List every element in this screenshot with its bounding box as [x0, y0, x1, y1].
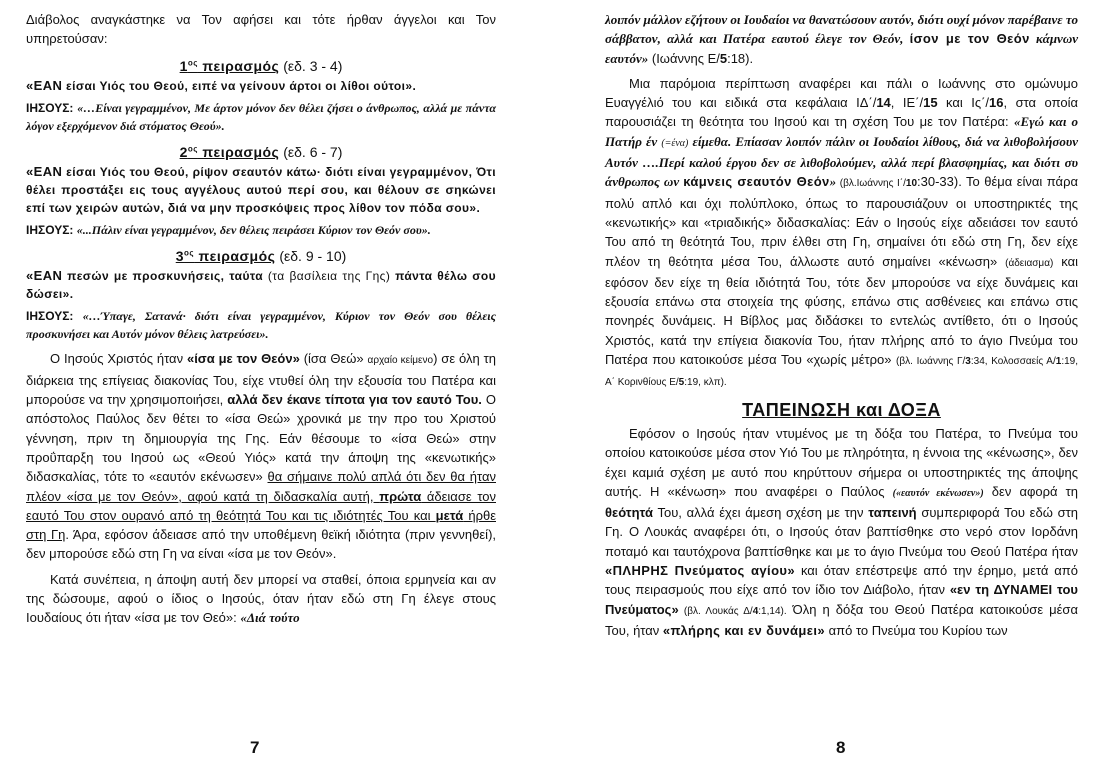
temptation-3-quote: «ΕΑΝ πεσών με προσκυνήσεις, ταύτα (τα βασίλεια της Γης) πάντα θέλω σου δώσει».: [26, 268, 496, 302]
left-column: [26, 10, 496, 628]
body-paragraph-2: Κατά συνέπεια, η άποψη αυτή δεν μπορεί να σταθεί, όποια ερμηνεία και αν της δώσουμε, αφού ο ίδιος ο Ιησούς, όταν ήταν εδώ στη Γη έλεγε στους Ιουδαίους ότι ήταν «ίσα με τον Θεό»: «Διά τούτο: [26, 571, 496, 626]
temptation-2-heading: [26, 143, 496, 162]
temptation-2-answer: ΙΗΣΟΥΣ: «...Πάλιν είναι γεγραμμένον, δεν θέλεις πειράσει Κύριον τον Θεόν σου».: [26, 223, 431, 238]
intro-paragraph: Διάβολος αναγκάστηκε να Τον αφήσει και τότε ήρθαν άγγελοι και Τον υπηρετούσαν:: [26, 12, 496, 47]
temptation-3-answer: ΙΗΣΟΥΣ: «…Ύπαγε, Σατανά· διότι είναι γεγραμμένον, Κύριον τον Θεόν σου θέλεις προσκυνήσει και Αυτόν μόνον θέλεις λατρεύσει».: [26, 309, 496, 342]
section-heading: ΤΑΠΕΙΝΩΣΗ και ΔΟΞΑ: [742, 399, 941, 420]
continuation-quote: λοιπόν μάλλον εζήτουν οι Ιουδαίοι να θανατώσουν αυτόν, διότι ουχί μόνον παρέβαινε το σάββατον, αλλά και Πατέρα εαυτού έλεγε τον Θεόν, ίσον με τον Θεόν κάμνων εαυτόν» (Ιωάννης Ε/5:18).: [605, 12, 1078, 66]
temptation-1-ref: (εδ. 3 - 4): [279, 57, 343, 74]
temptation-1-title: $1^{o\varsigma}$ πειρασμός: [179, 57, 280, 74]
right-paragraph-1: Μια παρόμοια περίπτωση αναφέρει και πάλι ο Ιωάννης στο ομώνυμο Ευαγγέλιό του και ειδικά στα κεφάλαια ΙΔ΄/14, ΙΕ΄/15 και Ις΄/16, στα οποία παρουσιάζει τη θεότητα του Ιησού και τη σχέση Του με τον Πατέρα: «Εγώ και ο Πατήρ έν (=ένα) είμεθα. Επίασαν λοιπόν πάλιν οι Ιουδαίοι λίθους, διά να λιθοβολήσουν Αυτόν ….Περί καλού έργου δεν σε λιθοβολούμεν, αλλά περί βλασφημίας, και διότι συ άνθρωπος ων κάμνεις σεαυτόν Θεόν» (βλ.Ιωάννης Ι΄/10:30-33). Το θέμα είναι πάρα πολύ απλό και όχι πολύπλοκο, όπως το παρουσιάζουν οι υποστηρικτές της «κενωτικής» και «τριαδικής» διδασκαλίας: Εάν ο Ιησούς είχε αδειάσει τον εαυτό Του από τη θεότητά Του, πριν έλθει στη Γη, σημαίνει ότι εδώ στη Γη, δεν είχε πλέον τη θεότητα μέσα Του, άλλωστε αυτό σημαίνει «κένωση» (άδειασμα) και εφόσον δεν είχε τη θεία ιδιότητά Του, τότε δεν μπορούσε να είχε δυνάμεις και εξουσία επάνω στα στοιχεία της φύσης, επάνω στις ασθένειες και επάνω στις πονηρές δυνάμεις. Η Βίβλος μας διδάσκει το εντελώς αντίθετο, ότι ο Ιησούς Χριστός, κατά την επίγεια διακονία Του, ήταν πλήρης από το άγιο Πνεύμα του Πατέρα που κατοικούσε μέσα Του «χωρίς μέτρο» (βλ. Ιωάννης Γ/3:34, Κολοσσαείς Α/1:19, Α΄ Κορινθίους Ε/5:19, κλπ).: [605, 75, 1079, 389]
temptation-1-heading: [26, 57, 496, 76]
page-number-left: 7: [250, 738, 260, 757]
temptation-3-heading: [26, 247, 496, 266]
right-column: [605, 10, 1078, 640]
temptation-3-ref: (εδ. 9 - 10): [275, 248, 347, 265]
page-number-right: 8: [836, 738, 846, 757]
temptation-2-quote: «ΕΑΝ είσαι Υιός του Θεού, ρίψον σεαυτόν κάτω· διότι είναι γεγραμμένον, Ότι θέλει προστάξει εις τους αγγέλους αυτού περί σου, και θέλουν σε σηκώνει επί των χειρών αυτών, διά να μην προσκόψεις προς λίθον τον πόδα σου».: [26, 164, 496, 216]
temptation-2-ref: (εδ. 6 - 7): [279, 143, 343, 160]
temptation-2-title: $2^{o\varsigma}$ πειρασμός: [179, 143, 280, 160]
temptation-1-quote: «ΕΑΝ είσαι Υιός του Θεού, ειπέ να γείνουν άρτοι οι λίθοι ούτοι».: [26, 77, 417, 93]
right-page: [553, 0, 1106, 771]
temptation-1-answer: ΙΗΣΟΥΣ: «…Είναι γεγραμμένον, Με άρτον μόνον δεν θέλει ζήσει ο άνθρωπος, αλλά με πάντα λόγον εξερχόμενον διά στόματος Θεού».: [26, 100, 496, 133]
right-paragraph-2: Εφόσον ο Ιησούς ήταν ντυμένος με τη δόξα του Πατέρα, το Πνεύμα του οποίου κατοικούσε μέσα στον Υιό Του με πληρότητα, η έννοια της «κένωσης», δεν έχει καμιά σχέση με αυτό που κηρύττουν σήμερα οι υποστηρικτές της άποψης αυτής. Η «κένωση» που αναφέρει ο Παύλος («εαυτόν εκένωσεν») δεν αφορά τη θεότητά Του, αλλά έχει άμεση σχέση με την ταπεινή συμπεριφορά Του εδώ στη Γη. Ο Λουκάς αναφέρει ότι, ο Ιησούς όταν βαπτίσθηκε στο νερό στον Ιορδάνη ποταμό και ταυτόχρονα βαπτίσθηκε και με το άγιο Πνεύμα του Θεού Πατέρα ήταν «ΠΛΗΡΗΣ Πνεύματος αγίου» και όταν επέστρεψε από την έρημο, μετά από τους πειρασμούς που είχε από τον ίδιο τον Διάβολο, ήταν «εν τη ΔΥΝΑΜΕΙ του Πνεύματος» (βλ. Λουκάς Δ/4:1,14). Όλη η δόξα του Θεού Πατέρα κατοικούσε μέσα Του, ήταν «πλήρης και εν δυνάμει» από το Πνεύμα του Κυρίου των: [605, 425, 1079, 638]
temptation-3-title: $3^{o\varsigma}$ πειρασμός: [175, 248, 276, 265]
body-paragraph-1: Ο Ιησούς Χριστός ήταν «ίσα με τον Θεόν» (ίσα Θεώ» αρχαίο κείμενο) σε όλη τη διάρκεια της επίγειας διακονίας Του, είχε ντυθεί όλη την εξουσία του Πατέρα και μπορούσε να την χρησιμοποιήσει, αλλά δεν έκανε τίποτα για τον εαυτό Του. Ο απόστολος Παύλος δεν θέτει το «ίσα Θεώ» χρονικά με την προ του Χριστού γέννηση, πριν τη δημιουργία της Γης. Εάν θέσουμε το «ίσα Θεώ» στην προΰπαρξη του Ιησού ως «Θεού Υιός» κατά την άποψη της «κενωτικής» διδασκαλίας, τότε το «εαυτόν εκένωσεν» θα σήμαινε πολύ απλά ότι δεν θα ήταν πλέον «ίσα με τον Θεόν», αφού κατά τη διδασκαλία αυτή, πρώτα άδειασε τον εαυτό Του στον ουρανό από τη θεότητά Του και τις ιδιότητές Του και μετά ήρθε στη Γη. Άρα, εφόσον άδειασε από την υποθέμενη θεϊκή ιδιότητα (πριν γεννηθεί), δεν μπορούσε εδώ στη Γη να είναι «ίσα με τον Θεόν».: [26, 351, 497, 562]
